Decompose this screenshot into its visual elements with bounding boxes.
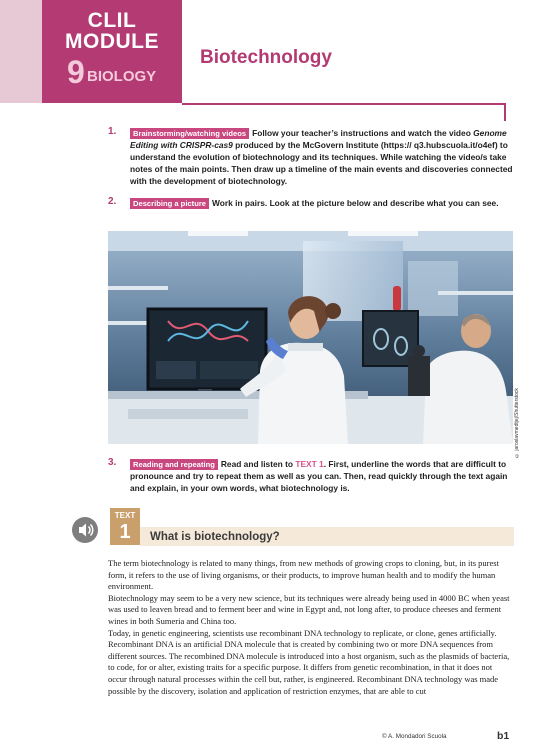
- module-subject: BIOLOGY: [87, 68, 157, 85]
- article-paragraph-2: Biotechnology may seem to be a very new science, but its techniques were already being used in 4000 BC when yeast was used to leaven bread and to ferment beer and wine in Egypt and, not long after, to produce cheeses and ferment wines in both Sumeria and China too.: [108, 592, 510, 626]
- header-divider-corner: [504, 103, 506, 121]
- module-number: 9: [67, 54, 85, 90]
- exercise-1: [130, 127, 514, 187]
- text-1-reference-link[interactable]: TEXT 1: [295, 459, 324, 469]
- article-body: [108, 558, 513, 697]
- speaker-icon: [72, 517, 98, 543]
- text-badge: [110, 508, 140, 545]
- text-badge-label: TEXT: [114, 511, 136, 520]
- footer-copyright: © A. Mondadori Scuola: [382, 733, 447, 740]
- article-paragraph-3: Today, in genetic engineering, scientists use recombinant DNA technology to replicate, or clone, genes artificially. Recombinant DNA is an artificial DNA molecule that is created by combining two or more DNA sequences from different sources. The recombined DNA molecule is introduced into a host organism, such as the plasmids of bacteria, to code, for or alter, existing traits for a specific purpose. It differs from genetic recombination, in that it does not occur through natural processes within the cell but, rather, is engineered. Recombinant DNA technology was made possible by the discovery, isolation and application of restriction enzymes, that are able to cut: [108, 627, 510, 696]
- exercise-2-tag: Describing a picture: [130, 198, 209, 209]
- exercise-1-text-b: produced by the McGovern Institute (https:// q3.hubscuola.it/o4ef) to understand the evolution of biotechnology and its techniques. While watching the video/s take notes of the main points. Then draw up a timeline of the main events and discoveries connected with the development of biotechnology.: [130, 140, 513, 186]
- exercise-1-tag: Brainstorming/watching videos: [130, 128, 249, 139]
- page-number: b1: [497, 730, 510, 742]
- text-badge-number: 1: [119, 521, 131, 543]
- exercise-2-number: 2.: [108, 196, 117, 207]
- exercise-2: [130, 197, 514, 209]
- exercise-1-text-a: Follow your teacher’s instructions and watch the video: [252, 128, 471, 138]
- exercise-1-number: 1.: [108, 126, 117, 137]
- article-paragraph-1: The term biotechnology is related to many things, from new methods of growing crops to cloning, but, in its purest form, it refers to the use of living organisms, or their products, to improve human health and to modify the human environment.: [108, 558, 499, 592]
- exercise-3-number: 3.: [108, 457, 117, 468]
- lab-photo: [108, 231, 513, 444]
- exercise-3: [130, 458, 514, 494]
- header-divider: [182, 103, 506, 105]
- clil-label: CLIL: [87, 9, 137, 32]
- exercise-3-tag: Reading and repeating: [130, 459, 218, 470]
- exercise-1-video-title: Genome Editing with CRISPR-cas9: [130, 128, 507, 150]
- module-badge: [42, 0, 182, 103]
- exercise-3-text-b: . First, underline the words that are difficult to pronounce and try to repeat them as well as you can. Then, read quickly through the text again and explain, in your own words, what biotechnology is.: [130, 459, 508, 493]
- photo-credit: © jaroslavmedtjej/Shutterstock: [514, 388, 520, 458]
- exercise-2-text: Work in pairs. Look at the picture below and describe what you can see.: [212, 198, 499, 208]
- page-title: Biotechnology: [200, 47, 332, 68]
- text-title: What is biotechnology?: [150, 531, 280, 543]
- exercise-3-text-a: Read and listen to: [220, 459, 293, 469]
- audio-play-button[interactable]: [72, 517, 98, 543]
- lab-photo-illustration: [108, 231, 513, 444]
- module-label: MODULE: [65, 30, 159, 53]
- header-side-strip: [0, 0, 42, 103]
